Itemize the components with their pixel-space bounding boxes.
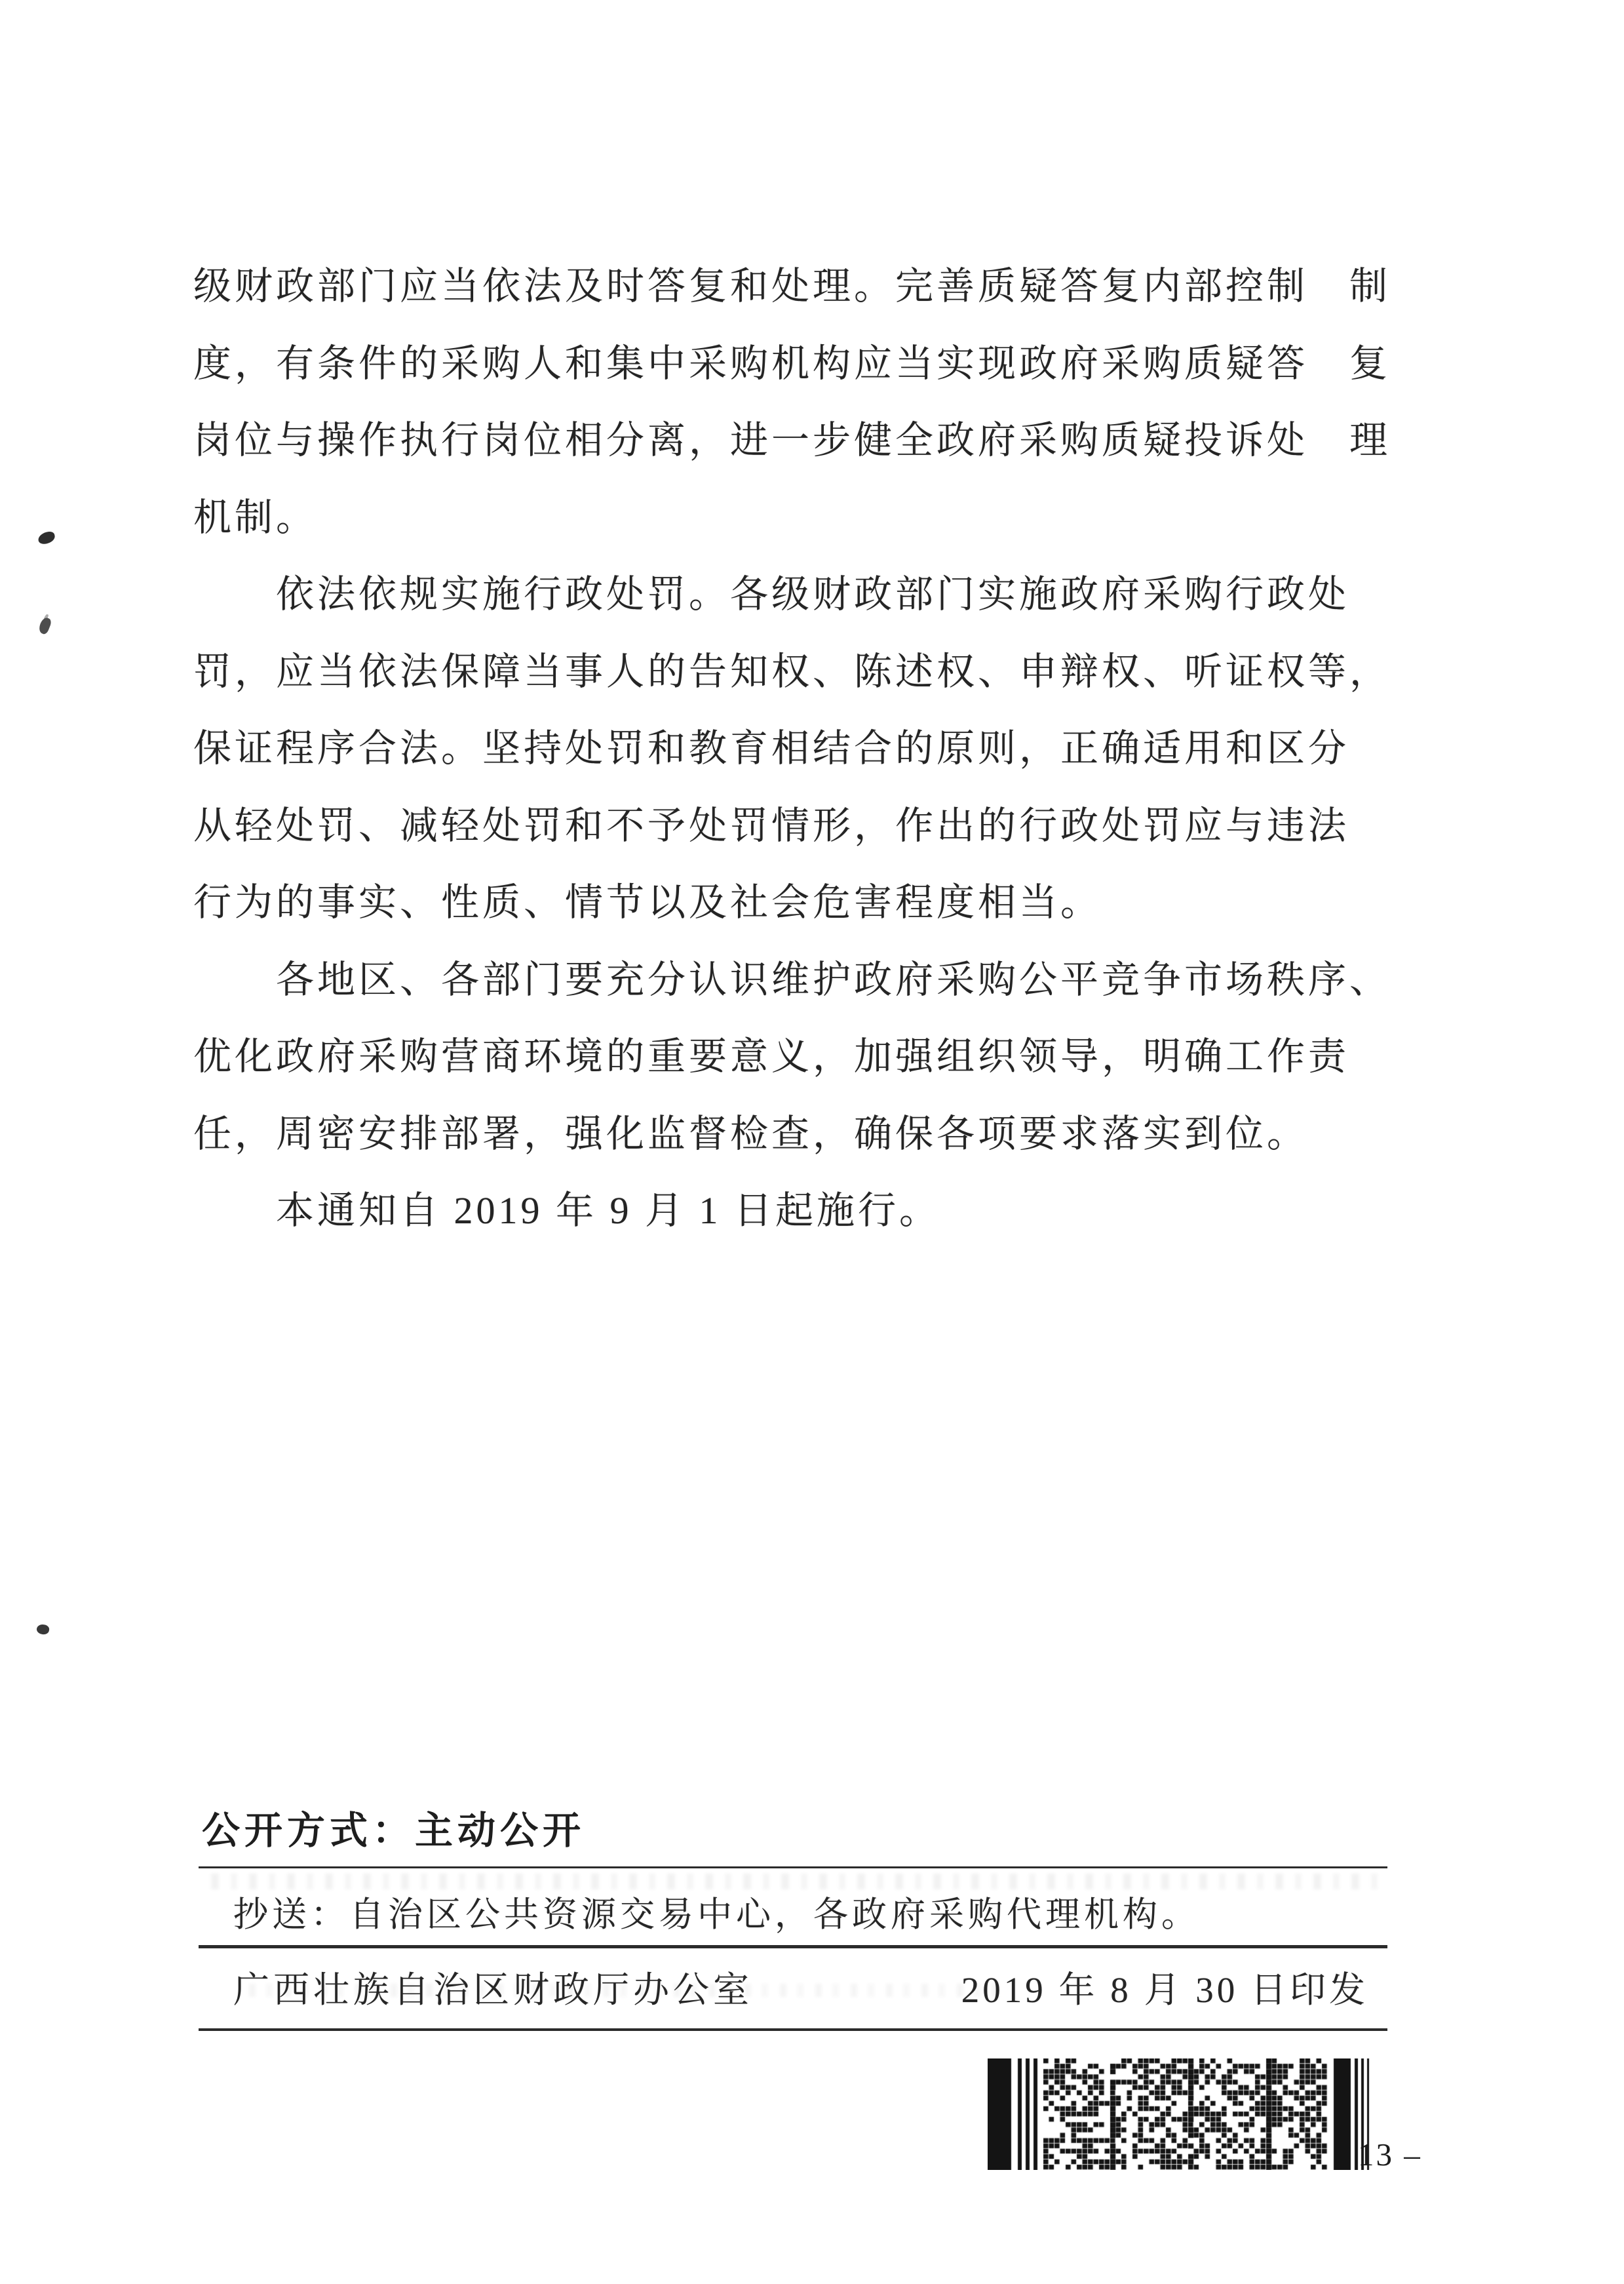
disclosure-method-label: 公开方式：主动公开 bbox=[202, 1809, 586, 1852]
body-text-line: 依法依规实施行政处罚。各级财政部门实施政府采购行政处 bbox=[193, 573, 1350, 616]
body-text-line: 从轻处罚、减轻处罚和不予处罚情形，作出的行政处罚应与违法 bbox=[193, 804, 1350, 847]
ink-speck bbox=[37, 616, 52, 635]
body-text-line: 级财政部门应当依法及时答复和处理。完善质疑答复内部控制 制 bbox=[193, 265, 1391, 307]
body-text-block bbox=[193, 248, 1478, 1250]
body-text-line: 优化政府采购营商环境的重要意义，加强组织领导，明确工作责 bbox=[193, 1035, 1350, 1078]
body-text-line: 机制。 bbox=[193, 496, 318, 539]
body-text-line: 本通知自 2019 年 9 月 1 日起施行。 bbox=[193, 1189, 941, 1232]
body-text-line: 度，有条件的采购人和集中采购机构应当实现政府采购质疑答 复 bbox=[193, 342, 1391, 385]
body-text-line: 各地区、各部门要充分认识维护政府采购公平竞争市场秩序、 bbox=[193, 958, 1391, 1001]
footer-separator-line-bottom bbox=[199, 2028, 1387, 2031]
body-text-line: 任，周密安排部署，强化监督检查，确保各项要求落实到位。 bbox=[193, 1112, 1309, 1155]
page-number: 13 – bbox=[1358, 2136, 1422, 2173]
footer-separator-line-middle bbox=[199, 1945, 1387, 1948]
pdf417-barcode bbox=[988, 2058, 1371, 2170]
ink-speck bbox=[36, 1623, 50, 1635]
footer-separator-line-top bbox=[199, 1866, 1387, 1868]
body-text-line: 罚，应当依法保障当事人的告知权、陈述权、申辩权、听证权等， bbox=[193, 650, 1391, 693]
ink-speck bbox=[37, 530, 56, 545]
issue-date-label: 2019 年 8 月 30 日印发 bbox=[961, 1970, 1368, 2010]
scan-bleedthrough-smudge bbox=[211, 1874, 1378, 1889]
body-text-line: 行为的事实、性质、情节以及社会危害程度相当。 bbox=[193, 881, 1102, 924]
body-text-line: 岗位与操作执行岗位相分离，进一步健全政府采购质疑投诉处 理 bbox=[193, 419, 1391, 462]
body-text-line: 保证程序合法。坚持处罚和教育相结合的原则，正确适用和区分 bbox=[193, 727, 1350, 770]
cc-recipients-line: 抄送：自治区公共资源交易中心，各政府采购代理机构。 bbox=[233, 1896, 1200, 1934]
issuing-office-label: 广西壮族自治区财政厅办公室 bbox=[233, 1970, 754, 2010]
